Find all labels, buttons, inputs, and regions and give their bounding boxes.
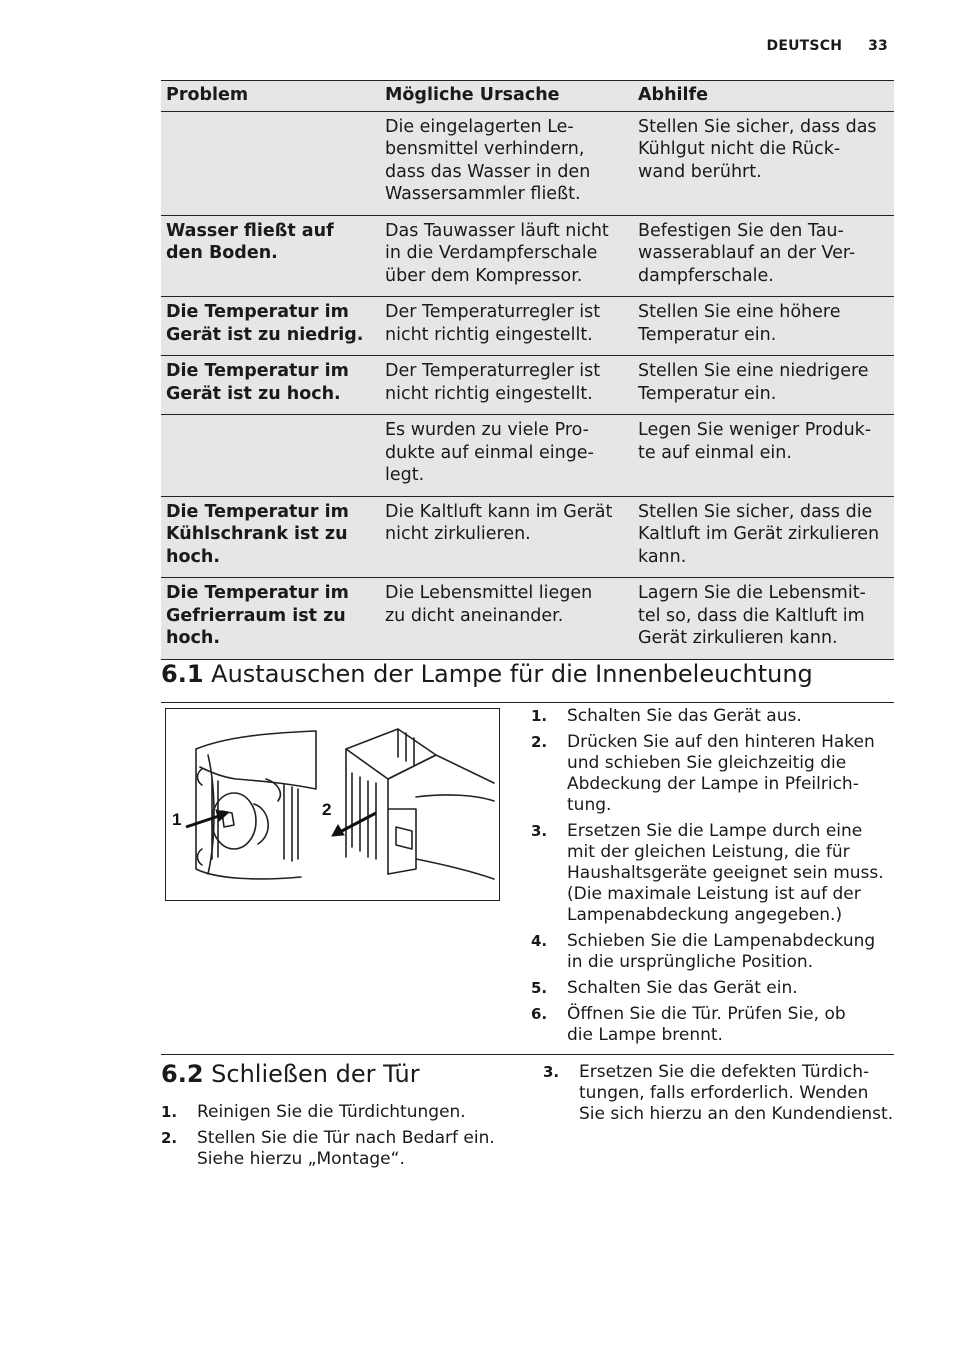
remedy-cell: Stellen Sie eine höhere Temperatur ein.	[633, 297, 894, 356]
problem-cell: Die Temperatur im Gefrierraum ist zu hoch.	[161, 578, 380, 660]
cause-cell: Das Tauwasser läuft nicht in die Verdampferschale über dem Kompressor.	[380, 215, 633, 297]
cause-cell: Die eingelagerten Le- bensmittel verhindern, dass das Wasser in den Wassersammler fließt.	[380, 111, 633, 215]
table-row	[161, 297, 894, 356]
door-steps-list-right	[543, 1062, 903, 1130]
step-number: 3.	[543, 1063, 560, 1081]
remedy-cell: Stellen Sie eine niedrigere Temperatur ein.	[633, 356, 894, 415]
list-item	[543, 1062, 903, 1125]
table-row	[161, 356, 894, 415]
step-text: Ersetzen Sie die defekten Türdich- tungen, falls erforderlich. Wenden Sie sich hierzu an den Kundendienst.	[579, 1062, 894, 1124]
cause-cell: Die Lebensmittel liegen zu dicht aneinander.	[380, 578, 633, 660]
door-steps-list-left	[161, 1102, 511, 1175]
table-row	[161, 496, 894, 578]
list-item	[531, 1004, 891, 1046]
remedy-cell: Stellen Sie sicher, dass die Kaltluft im Gerät zirkulieren kann.	[633, 496, 894, 578]
step-number: 2.	[531, 733, 548, 751]
lamp-cover-drawing	[166, 709, 499, 900]
problem-cell	[161, 111, 380, 215]
step-text: Drücken Sie auf den hinteren Haken und schieben Sie gleichzeitig die Abdeckung der Lampe in Pfeilrich- tung.	[567, 732, 875, 815]
figure-label-1: 1	[172, 810, 182, 829]
table-row	[161, 415, 894, 497]
step-text: Stellen Sie die Tür nach Bedarf ein. Siehe hierzu „Montage“.	[197, 1128, 495, 1169]
step-text: Reinigen Sie die Türdichtungen.	[197, 1102, 466, 1122]
section-number: 6.1	[161, 660, 204, 688]
section-title: Schließen der Tür	[211, 1060, 420, 1088]
step-number: 2.	[161, 1129, 178, 1147]
cause-cell: Die Kaltluft kann im Gerät nicht zirkulieren.	[380, 496, 633, 578]
step-text: Schalten Sie das Gerät ein.	[567, 978, 798, 998]
step-text: Schieben Sie die Lampenabdeckung in die ursprüngliche Position.	[567, 931, 876, 972]
list-item	[531, 821, 891, 926]
lamp-steps-list	[531, 706, 891, 1051]
problem-cell: Die Temperatur im Gerät ist zu hoch.	[161, 356, 380, 415]
header-section: DEUTSCH	[766, 38, 843, 54]
remedy-cell: Lagern Sie die Lebensmit- tel so, dass die Kaltluft im Gerät zirkulieren kann.	[633, 578, 894, 660]
list-item	[531, 732, 891, 816]
list-item	[161, 1102, 511, 1123]
section-heading-lamp	[161, 660, 813, 688]
column-header-remedy: Abhilfe	[633, 81, 894, 112]
problem-cell: Die Temperatur im Gerät ist zu niedrig.	[161, 297, 380, 356]
step-number: 5.	[531, 979, 548, 997]
cause-cell: Der Temperaturregler ist nicht richtig eingestellt.	[380, 297, 633, 356]
section-title: Austauschen der Lampe für die Innenbeleuchtung	[211, 660, 813, 688]
table-row	[161, 111, 894, 215]
step-number: 4.	[531, 932, 548, 950]
step-number: 1.	[531, 707, 548, 725]
table-header-row	[161, 81, 894, 112]
section-number: 6.2	[161, 1060, 204, 1088]
list-item	[531, 706, 891, 727]
section-heading-door	[161, 1060, 420, 1088]
list-item	[531, 931, 891, 973]
step-number: 3.	[531, 822, 548, 840]
page-header	[767, 38, 888, 54]
cause-cell: Der Temperaturregler ist nicht richtig eingestellt.	[380, 356, 633, 415]
problem-cell: Die Temperatur im Kühlschrank ist zu hoch.	[161, 496, 380, 578]
troubleshooting-table	[161, 80, 894, 660]
step-number: 6.	[531, 1005, 548, 1023]
list-item	[161, 1128, 511, 1170]
section-rule	[161, 702, 894, 703]
list-item	[531, 978, 891, 999]
cause-cell: Es wurden zu viele Pro- dukte auf einmal einge- legt.	[380, 415, 633, 497]
step-text: Öffnen Sie die Tür. Prüfen Sie, ob die Lampe brennt.	[567, 1004, 846, 1045]
remedy-cell: Legen Sie weniger Produk- te auf einmal ein.	[633, 415, 894, 497]
problem-cell: Wasser fließt auf den Boden.	[161, 215, 380, 297]
step-text: Ersetzen Sie die Lampe durch eine mit der gleichen Leistung, die für Haushaltsgeräte geeignet sein muss. (Die maximale Leistung ist auf der Lampenabdeckung angegeben.)	[567, 821, 884, 925]
section-rule	[161, 1054, 894, 1055]
column-header-problem: Problem	[161, 81, 380, 112]
step-text: Schalten Sie das Gerät aus.	[567, 706, 802, 726]
problem-cell	[161, 415, 380, 497]
column-header-cause: Mögliche Ursache	[380, 81, 633, 112]
table-row	[161, 578, 894, 660]
remedy-cell: Befestigen Sie den Tau- wasserablauf an der Ver- dampferschale.	[633, 215, 894, 297]
table-row	[161, 215, 894, 297]
step-number: 1.	[161, 1103, 178, 1121]
page-number: 33	[868, 38, 888, 54]
lamp-cover-illustration	[165, 708, 500, 901]
figure-label-2: 2	[322, 800, 332, 819]
remedy-cell: Stellen Sie sicher, dass das Kühlgut nicht die Rück- wand berührt.	[633, 111, 894, 215]
